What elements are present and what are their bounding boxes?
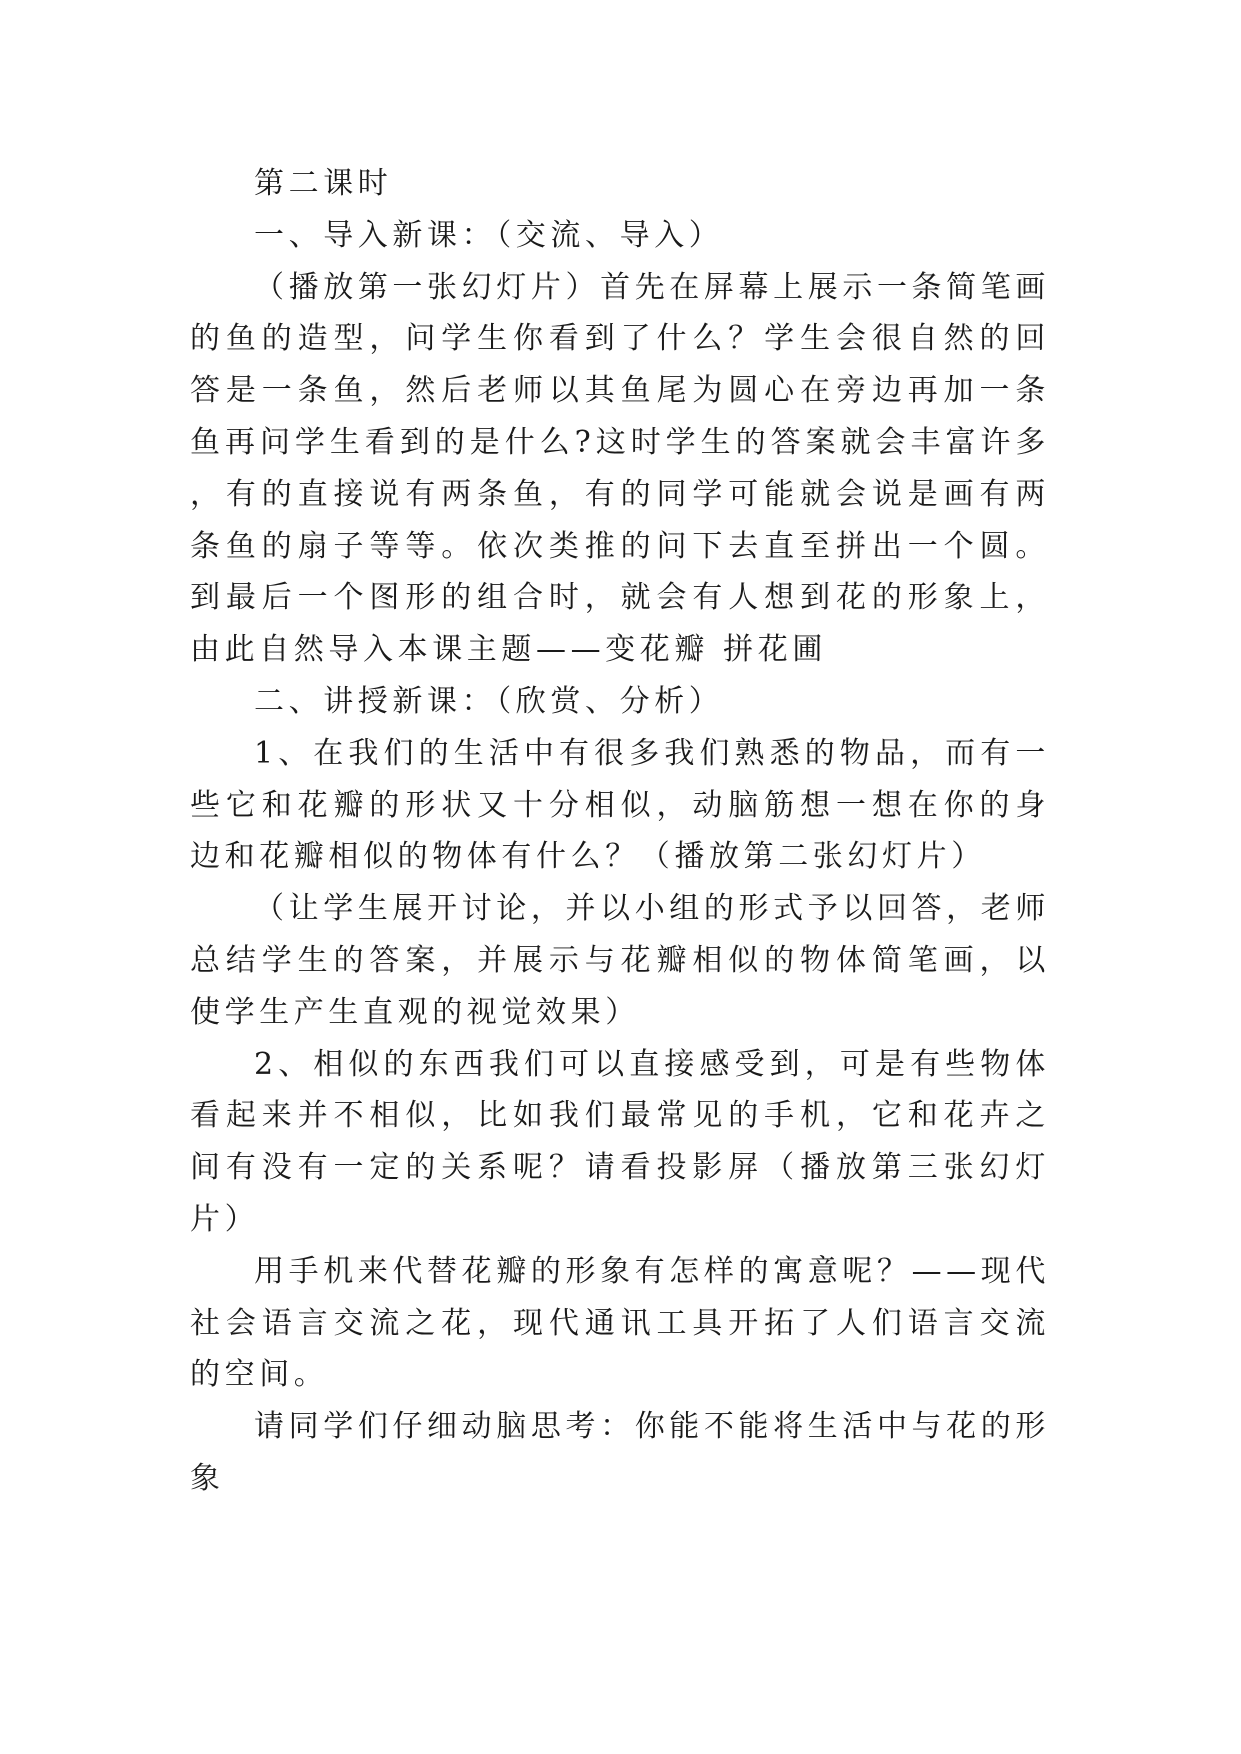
document-body bbox=[190, 158, 1050, 1505]
paragraph-discussion: （让学生展开讨论，并以小组的形式予以回答，老师总结学生的答案，并展示与花瓣相似的物体简笔画，以使学生产生直观的视觉效果） bbox=[190, 891, 1050, 1030]
lesson-title: 第二课时 bbox=[254, 166, 393, 201]
paragraph-point-2: 2、相似的东西我们可以直接感受到，可是有些物体看起来并不相似，比如我们最常见的手机，它和花卉之间有没有一定的关系呢？请看投影屏（播放第三张幻灯片） bbox=[190, 1046, 1050, 1237]
section-heading-new-lesson: 二、讲授新课：（欣赏、分析） bbox=[254, 683, 724, 719]
paragraph-point-1: 1、在我们的生活中有很多我们熟悉的物品，而有一些它和花瓣的形状又十分相似，动脑筋想一想在你的身边和花瓣相似的物体有什么？（播放第二张幻灯片） bbox=[190, 735, 1050, 875]
paragraph-phone-meaning: 用手机来代替花瓣的形象有怎样的寓意呢？——现代社会语言交流之花，现代通讯工具开拓了人们语言交流的空间。 bbox=[190, 1253, 1050, 1393]
paragraph-think: 请同学们仔细动脑思考：你能不能将生活中与花的形象 bbox=[190, 1409, 1050, 1496]
paragraph-introduction: （播放第一张幻灯片）首先在屏幕上展示一条简笔画的鱼的造型，问学生你看到了什么？学生会很自然的回答是一条鱼，然后老师以其鱼尾为圆心在旁边再加一条鱼再问学生看到的是什么?这时学生的答案就会丰富许多，有的直接说有两条鱼，有的同学可能就会说是画有两条鱼的扇子等等。依次类推的问下去直至拼出一个圆。到最后一个图形的组合时，就会有人想到花的形象上，由此自然导入本课主题——变花瓣 拼花圃 bbox=[190, 269, 1050, 668]
section-heading-introduction: 一、导入新课：（交流、导入） bbox=[254, 217, 724, 253]
